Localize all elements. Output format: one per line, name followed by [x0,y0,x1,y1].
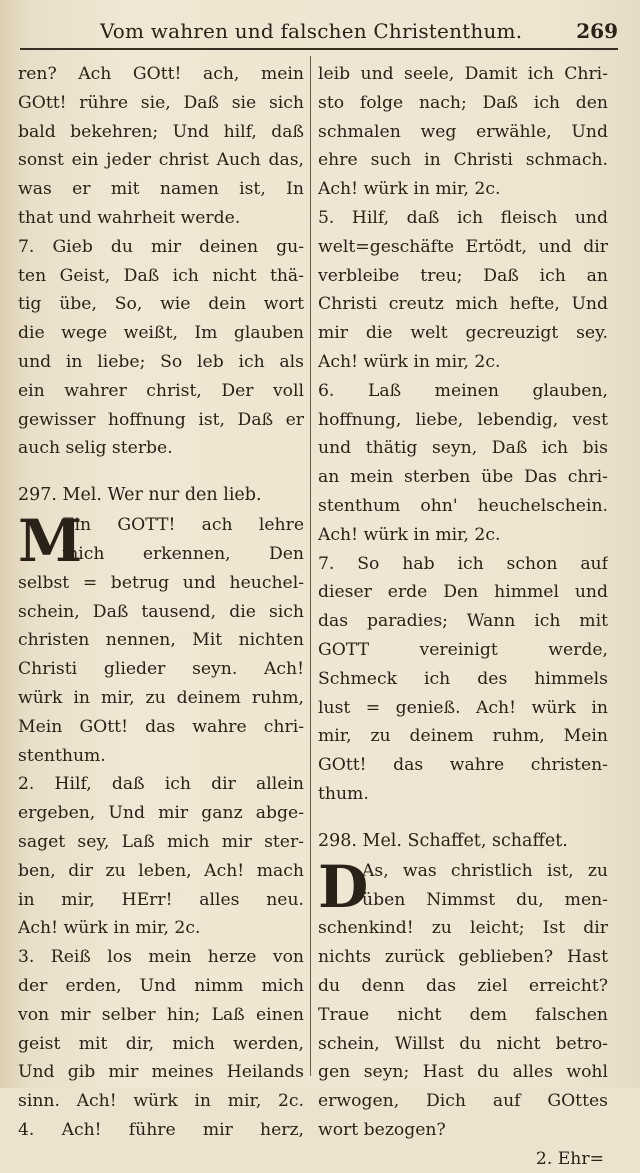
right-column [318,60,608,1173]
text-line: stenthum. [18,745,106,766]
hymn-297-continuation [318,60,608,809]
text-line: gewisser hoffnung ist, Daß er [18,409,304,430]
text-line: 2. Hilf, daß ich dir allein [18,774,304,795]
text-line: die wege weißt, Im glauben [18,323,304,344]
text-line: sinn. Ach! würk in mir, 2c. [18,1091,304,1112]
text-line: As, was christlich ist, zu [362,860,608,881]
text-line: der erden, Und nimm mich [18,975,304,996]
text-line: in mir, HErr! alles neu. [18,889,304,910]
text-line: lust = genieß. Ach! würk in [318,697,608,718]
text-line: ehre such in Christi schmach. [318,150,608,171]
text-line: schenkind! zu leicht; Ist dir [318,918,608,939]
text-line: christen nennen, Mit nichten [18,630,304,651]
text-line: an mein sterben übe Das chri- [318,467,608,488]
text-line: Ach! würk in mir, 2c. [318,179,501,200]
text-line: 5. Hilf, daß ich fleisch und [318,207,608,228]
text-line: stenthum ohn' heuchelschein. [318,495,608,516]
text-line: auch selig sterbe. [18,438,173,459]
page-header [20,14,618,50]
hymn-298-text [318,914,608,1144]
text-line: Christi glieder seyn. Ach! [18,659,304,680]
spacer [18,463,304,479]
catchword: 2. Ehr= [535,1148,604,1169]
text-line: Schmeck ich des himmels [318,668,608,689]
text-line: mir die welt gecreuzigt sey. [318,323,608,344]
spacer [318,809,608,825]
text-line: schmalen weg erwähle, Und [318,121,608,142]
text-line: GOtt! rühre sie, Daß sie sich [18,92,304,113]
text-line: ein wahrer christ, Der voll [18,380,304,401]
text-line: mich erkennen, Den [62,543,304,564]
text-line: welt=geschäfte Ertödt, und dir [318,236,608,257]
text-line: was er mit namen ist, In [18,179,304,200]
text-line: 7. So hab ich schon auf [318,553,608,574]
text-line: du denn das ziel erreicht? [318,975,608,996]
text-line: Mein GOtt! das wahre chri- [18,716,304,737]
text-line: that und wahrheit werde. [18,207,241,228]
text-line: würk in mir, zu deinem ruhm, [18,687,304,708]
hymn-297-text [18,569,304,1145]
text-line: saget sey, Laß mich mir ster- [18,831,304,852]
text-line: mir, zu deinem ruhm, Mein [318,726,608,747]
drop-cap: M [18,507,83,576]
text-line: 4. Ach! führe mir herz, [18,1119,304,1140]
text-line: das paradies; Wann ich mit [318,611,608,632]
text-line: und in liebe; So leb ich als [18,351,304,372]
text-line: verbleibe treu; Daß ich an [318,265,608,286]
hymn-297-opening [18,507,304,576]
left-column [18,60,304,1145]
text-line: GOTT vereinigt werde, [318,639,608,660]
text-line: dieser erde Den himmel und [318,582,608,603]
text-line: ten Geist, Daß ich nicht thä- [18,265,304,286]
text-line: wort bezogen? [318,1119,446,1140]
text-line: Ach! würk in mir, 2c. [318,351,501,372]
text-line: Ach! würk in mir, 2c. [318,524,501,545]
text-line: Traue nicht dem falschen [318,1004,608,1025]
text-line: und thätig seyn, Daß ich bis [318,438,608,459]
text-line: sonst ein jeder christ Auch das, [18,150,304,171]
hymn-298-header: 298. Mel. Schaffet, schaffet. [318,830,568,851]
text-line: selbst = betrug und heuchel- [18,572,304,593]
text-line: erwogen, Dich auf GOttes [318,1091,608,1112]
page-number: 269 [576,19,618,43]
text-line: schein, Willst du nicht betro- [318,1033,608,1054]
text-line: 7. Gieb du mir deinen gu- [18,236,304,257]
text-line: schein, Daß tausend, die sich [18,601,304,622]
text-line: ren? Ach GOtt! ach, mein [18,64,304,84]
text-line: 6. Laß meinen glauben, [318,380,608,401]
text-line: Ein GOTT! ach lehre [62,515,304,536]
text-line: üben Nimmst du, men- [362,889,608,910]
text-line: ergeben, Und mir ganz abge- [18,803,304,824]
text-line: thum. [318,783,369,804]
text-line: Ach! würk in mir, 2c. [18,918,201,939]
text-line: Christi creutz mich hefte, Und [318,294,608,315]
text-line: hoffnung, liebe, lebendig, vest [318,409,608,430]
text-line: bald bekehren; Und hilf, daß [18,121,304,142]
hymn-297-header: 297. Mel. Wer nur den lieb. [18,485,262,506]
running-title: Vom wahren und falschen Christenthum. [100,19,523,43]
text-line: GOtt! das wahre christen- [318,755,608,776]
text-line: ben, dir zu leben, Ach! mach [18,860,304,881]
text-line: 3. Reiß los mein herze von [18,947,304,968]
column-divider [310,56,311,1076]
text-line: Und gib mir meines Heilands [18,1062,304,1083]
text-line: nichts zurück geblieben? Hast [318,947,608,968]
text-line: leib und seele, Damit ich Chri- [318,64,608,84]
hymn-296-continuation [18,60,304,463]
text-line: von mir selber hin; Laß einen [18,1004,304,1025]
text-line: gen seyn; Hast du alles wohl [318,1062,608,1083]
hymn-298-opening [318,852,608,921]
text-line: sto folge nach; Daß ich den [318,92,608,113]
drop-cap: D [318,852,369,921]
text-line: geist mit dir, mich werden, [18,1033,304,1054]
text-line: tig übe, So, wie dein wort [18,294,304,315]
